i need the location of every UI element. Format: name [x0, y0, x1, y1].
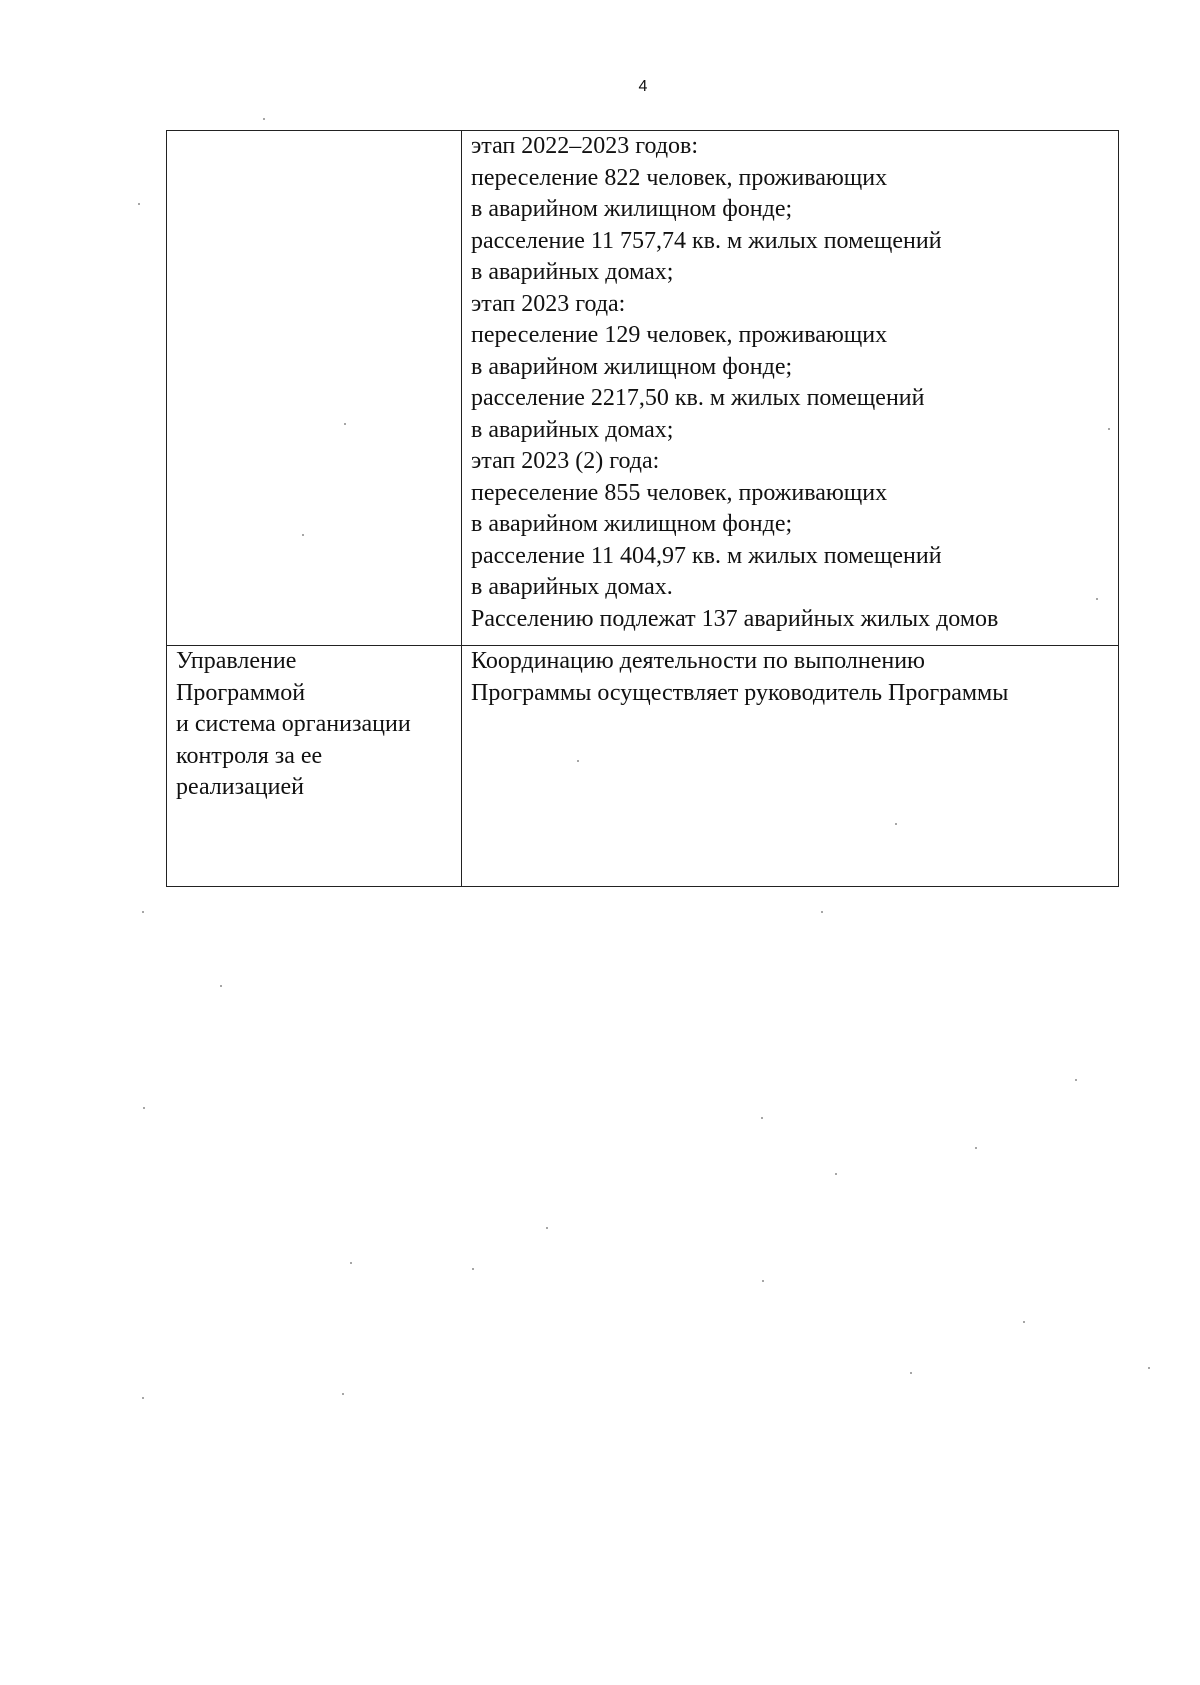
scan-speck	[472, 1268, 474, 1270]
text-line: в аварийных домах;	[471, 259, 674, 285]
table-cell-indicators-value	[462, 131, 1119, 646]
text-line: в аварийном жилищном фонде;	[471, 196, 793, 222]
scan-speck	[910, 1372, 912, 1374]
scan-speck	[761, 1117, 763, 1119]
scan-speck	[344, 423, 346, 425]
text-line: Программы осуществляет руководитель Программы	[471, 679, 1009, 706]
scan-speck	[1096, 598, 1098, 600]
scan-speck	[138, 203, 140, 205]
text-line: переселение 855 человек, проживающих	[471, 479, 888, 506]
program-passport-table	[166, 130, 1119, 887]
text-line: Расселению подлежат 137 аварийных жилых домов	[471, 605, 999, 632]
text-line: этап 2023 (2) года:	[471, 448, 660, 474]
text-line: в аварийном жилищном фонде;	[471, 511, 793, 537]
text-line: Координацию деятельности по выполнению	[471, 648, 925, 674]
scan-speck	[142, 1397, 144, 1399]
text-line: этап 2022–2023 годов:	[471, 133, 699, 159]
text-line: переселение 129 человек, проживающих	[471, 322, 888, 348]
scan-speck	[302, 534, 304, 536]
scan-speck	[762, 1280, 764, 1282]
text-line: расселение 2217,50 кв. м жилых помещений	[471, 385, 925, 411]
scan-speck	[142, 911, 144, 913]
scan-speck	[1075, 1079, 1077, 1081]
scan-speck	[1148, 1367, 1150, 1369]
table-cell-management-value	[462, 646, 1119, 887]
table-row-management	[167, 646, 1119, 887]
scan-speck	[342, 1393, 344, 1395]
text-line: контроля за ее	[176, 742, 323, 769]
scan-speck	[546, 1227, 548, 1229]
scan-speck	[577, 760, 579, 762]
text-line: и система организации	[176, 711, 411, 737]
scan-speck	[975, 1147, 977, 1149]
scan-speck	[835, 1173, 837, 1175]
scan-speck	[1023, 1321, 1025, 1323]
text-line: Управление	[176, 648, 297, 674]
table-cell-management-label	[167, 646, 462, 887]
table-row-indicators	[167, 131, 1119, 646]
text-line: в аварийных домах.	[471, 574, 673, 600]
table-cell-label-empty	[167, 131, 462, 646]
text-line: расселение 11 404,97 кв. м жилых помещений	[471, 542, 942, 569]
text-line: расселение 11 757,74 кв. м жилых помещений	[471, 227, 942, 254]
scan-speck	[1108, 428, 1110, 430]
text-line: Программой	[176, 679, 306, 706]
scan-speck	[350, 1262, 352, 1264]
text-line: в аварийном жилищном фонде;	[471, 353, 793, 380]
scan-speck	[895, 823, 897, 825]
scan-speck	[220, 985, 222, 987]
scan-speck	[263, 118, 265, 120]
text-line: переселение 822 человек, проживающих	[471, 164, 888, 191]
scan-speck	[821, 911, 823, 913]
text-line: этап 2023 года:	[471, 290, 626, 317]
page-number: 4	[638, 78, 648, 95]
text-line: реализацией	[176, 774, 304, 800]
text-line: в аварийных домах;	[471, 416, 674, 443]
scan-speck	[143, 1107, 145, 1109]
